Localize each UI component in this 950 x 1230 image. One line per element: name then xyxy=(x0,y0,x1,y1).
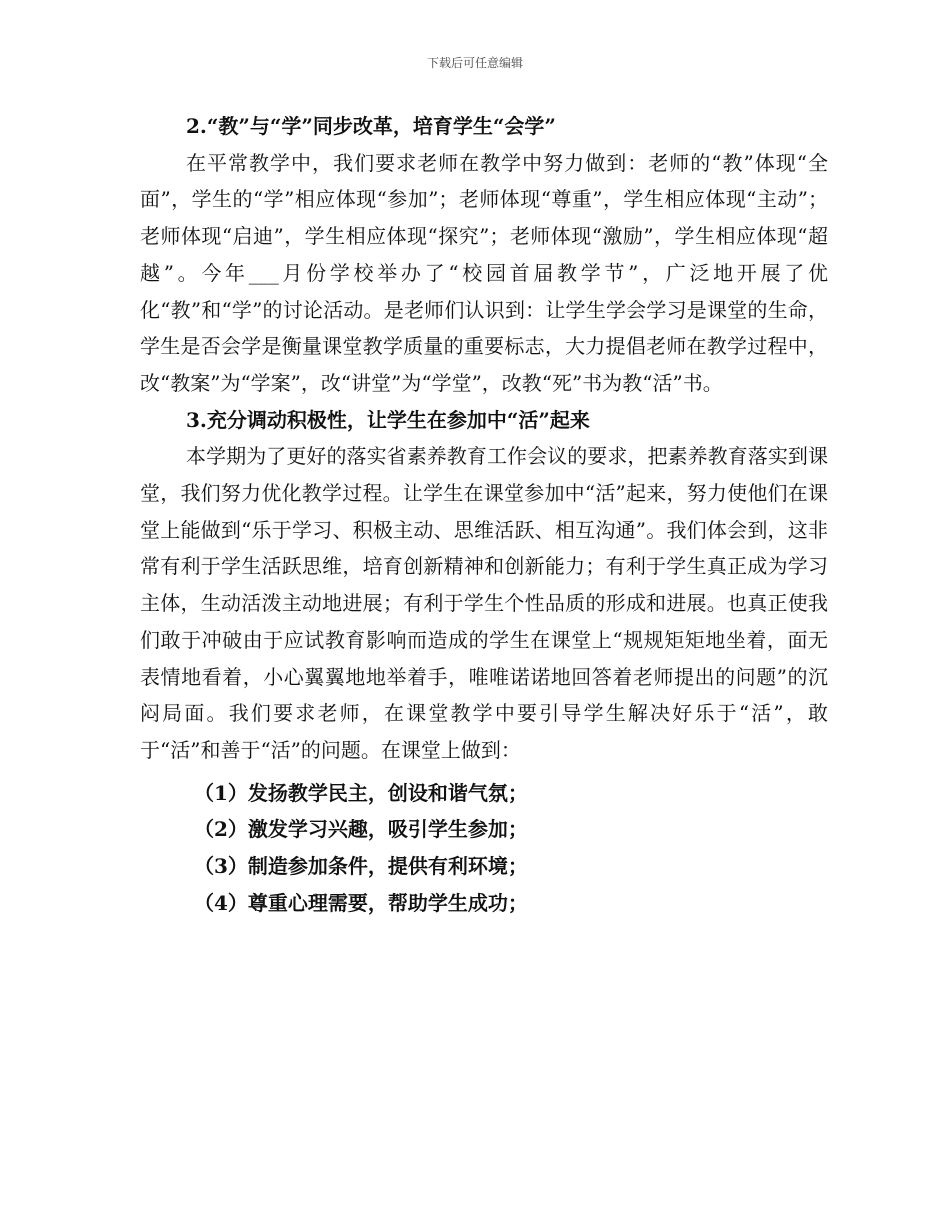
section-3-paragraph: 本学期为了更好的落实省素养教育工作会议的要求，把素养教育落实到课堂，我们努力优化教学过程。让学生在课堂参加中“活”起来，努力使他们在课堂上能做到“乐于学习、积极主动、思维活跃、相互沟通”。我们体会到，这非常有利于学生活跃思维，培育创新精神和创新能力；有利于学生真正成为学习主体，生动活泼主动地进展；有利于学生个性品质的形成和进展。也真正使我们敢于冲破由于应试教育影响而造成的学生在课堂上“规规矩矩地坐着，面无表情地看着，小心翼翼地地举着手，唯唯诺诺地回答着老师提出的问题”的沉闷局面。我们要求老师，在课堂教学中要引导学生解决好乐于“活”，敢于“活”和善于“活”的问题。在课堂上做到： xyxy=(140,444,828,762)
measures-list xyxy=(140,775,828,922)
list-item: （1）发扬教学民主，创设和谐气氛； xyxy=(194,780,528,805)
section-2-paragraph: 在平常教学中，我们要求老师在教学中努力做到：老师的“教”体现“全面”，学生的“学”相应体现“参加”；老师体现“尊重”，学生相应体现“主动”；老师体现“启迪”，学生相应体现“探究”；老师体现“激励”，学生相应体现“超越”。今年___月份学校举办了“校园首届教学节”，广泛地开展了优化“教”和“学”的讨论活动。是老师们认识到：让学生学会学习是课堂的生命，学生是否会学是衡量课堂教学质量的重要标志，大力提倡老师在教学过程中，改“教案”为“学案”，改“讲堂”为“学堂”，改教“死”书为教“活”书。 xyxy=(140,150,828,395)
list-item: （2）激发学习兴趣，吸引学生参加； xyxy=(194,817,528,842)
page-header-note: 下载后可任意编辑 xyxy=(426,56,523,70)
list-item: （4）尊重心理需要，帮助学生成功； xyxy=(194,890,528,915)
section-3-heading: 3.充分调动积极性，让学生在参加中“活”起来 xyxy=(186,407,590,432)
section-2-heading: 2.“教”与“学”同步改革，培育学生“会学” xyxy=(186,114,556,138)
document-body xyxy=(140,108,828,921)
list-item: （3）制造参加条件，提供有利环境； xyxy=(194,854,528,879)
